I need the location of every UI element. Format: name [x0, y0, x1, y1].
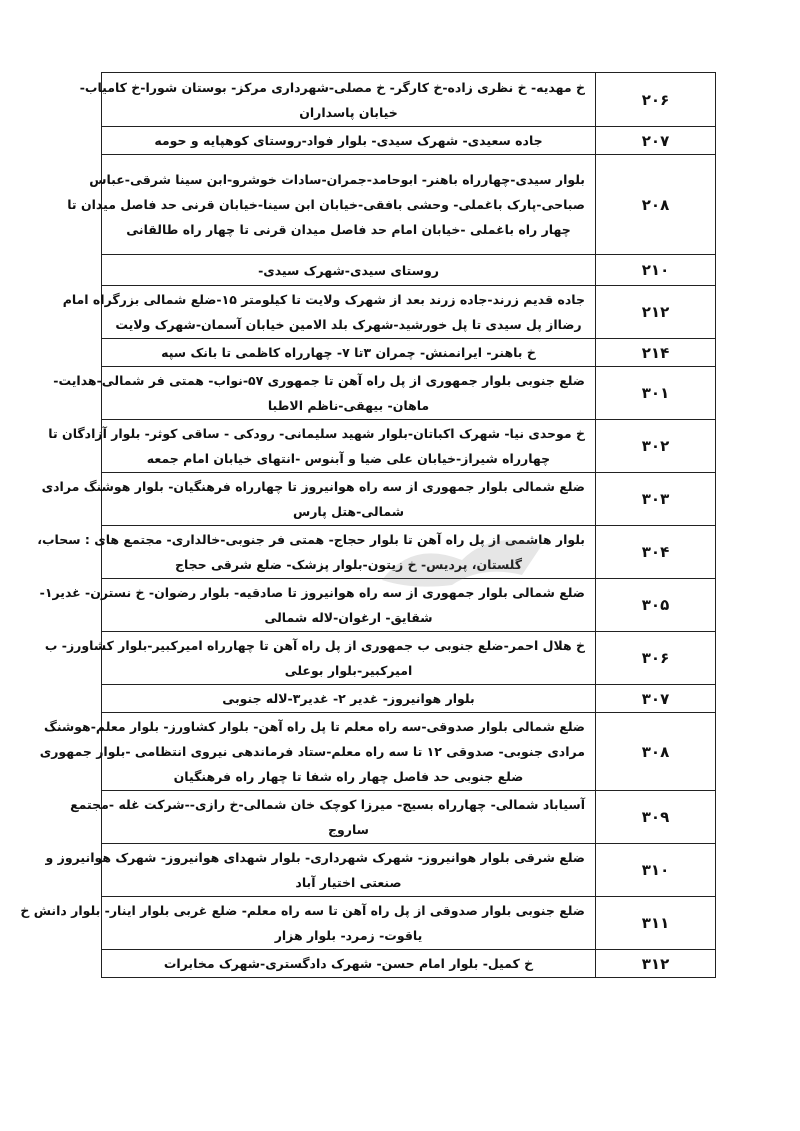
route-description-cell [62, 286, 596, 339]
route-description-cell [70, 791, 596, 844]
route-description-line: ضلع جنوبی حد فاصل چهار راه شفا تا چهار راه فرهنگیان [173, 769, 524, 784]
route-description-line: ضلع شرقی بلوار هوانیروز- شهرک شهرداری- بلوار شهدای هوانیروز- شهرک هوانیروز و [45, 850, 585, 865]
route-description-line: صباحی-پارک باغملی- وحشی بافقی-خیابان ابن سینا-خیابان قرنی حد فاصل میدان تا [67, 197, 585, 212]
route-description-line: جاده سعیدی- شهرک سیدی- بلوار فواد-روستای کوهپایه و حومه [154, 133, 543, 148]
route-description-cell [102, 339, 596, 367]
route-description-line: گلستان، پردیس- خ زیتون-بلوار پزشک- ضلع شرقی حجاج [174, 557, 523, 572]
route-description-line: روستای سیدی-شهرک سیدی- [258, 262, 439, 278]
route-number-cell: ۲۱۴ [596, 339, 716, 367]
table-row [102, 791, 716, 844]
route-description-line: ساروج [328, 822, 369, 837]
route-description-line: چهارراه شیراز-خیابان علی ضیا و آبنوس -انتهای خیابان امام جمعه [146, 451, 551, 466]
route-number-cell: ۳۰۲ [596, 420, 716, 473]
route-description-line: خیابان پاسداران [299, 104, 398, 120]
route-number-cell: ۳۰۹ [596, 791, 716, 844]
table-row [102, 367, 716, 420]
route-description-line: مرادی جنوبی- صدوقی ۱۲ تا سه راه معلم-ستاد فرماندهی نیروی انتظامی -بلوار جمهوری [39, 744, 585, 759]
table-row [102, 255, 716, 286]
table-row [102, 897, 716, 950]
route-description-cell [79, 73, 596, 127]
route-description-line: صنعتی اختیار آباد [295, 875, 402, 890]
route-description-cell [45, 844, 596, 897]
table-row [102, 844, 716, 897]
watermark-logo [372, 520, 557, 605]
route-description-line: خ موحدی نیا- شهرک اکباتان-بلوار شهید سلیمانی- رودکی - ساقی کوثر- بلوار آزادگان تا [48, 426, 585, 441]
route-description-line: ضلع شمالی بلوار صدوقی-سه راه معلم تا پل راه آهن- بلوار کشاورز- بلوار معلم-هوشنگ [44, 719, 585, 734]
route-description-cell [102, 127, 596, 155]
table-row [102, 339, 716, 367]
table-row [102, 127, 716, 155]
route-number-cell: ۲۱۲ [596, 286, 716, 339]
route-description-line: یاقوت- زمرد- بلوار هزار [274, 928, 423, 943]
route-number-cell: ۳۱۲ [596, 950, 716, 978]
route-description-cell [102, 255, 596, 286]
table-row [102, 420, 716, 473]
route-description-cell [102, 685, 596, 713]
route-description-line: ضلع شمالی بلوار جمهوری از سه راه هوانیروز تا چهارراه فرهنگیان- بلوار هوشنگ مرادی [41, 479, 585, 494]
route-number-cell: ۳۱۱ [596, 897, 716, 950]
route-description-line: ماهان- بیهقی-ناظم الاطبا [267, 398, 430, 413]
route-description-cell [20, 897, 596, 950]
route-description-line: ضلع شمالی بلوار جمهوری از سه راه هوانیروز تا صادقیه- بلوار رضوان- خ نسترن- غدیر۱- [39, 585, 585, 600]
table-row [102, 286, 716, 339]
route-description-cell [48, 420, 596, 473]
route-number-cell: ۲۰۷ [596, 127, 716, 155]
route-number-cell: ۳۰۶ [596, 632, 716, 685]
route-description-line: بلوار سیدی-چهارراه باهنر- ابوحامد-جمران-سادات خوشرو-ابن سینا شرقی-عباس [89, 172, 585, 187]
route-description-cell [102, 950, 596, 978]
table-row [102, 685, 716, 713]
route-number-cell: ۲۰۸ [596, 155, 716, 255]
route-description-line: خ مهدیه- خ نظری زاده-خ کارگر- خ مصلی-شهرداری مرکز- بوستان شورا-خ کامیاب- [79, 79, 585, 95]
route-description-line: امیرکبیر-بلوار بوعلی [284, 663, 413, 678]
route-number-cell: ۳۰۴ [596, 526, 716, 579]
table-row [102, 632, 716, 685]
route-description-line: خ باهنر- ایرانمنش- چمران ۳تا ۷- چهارراه کاظمی تا بانک سپه [161, 345, 536, 360]
table-row [102, 73, 716, 127]
route-description-line: خ هلال احمر-ضلع جنوبی ب جمهوری از پل راه آهن تا چهارراه امیرکبیر-بلوار کشاورز- ب [44, 638, 585, 653]
route-number-cell: ۳۰۵ [596, 579, 716, 632]
route-description-line: بلوار هوانیروز- غدیر ۲- غدیر۳-لاله جنوبی [222, 691, 475, 706]
route-number-cell: ۳۱۰ [596, 844, 716, 897]
route-description-line: جاده قدیم زرند-جاده زرند بعد از شهرک ولایت تا کیلومتر ۱۵-ضلع شمالی بزرگراه امام [62, 292, 585, 307]
route-description-line: شقایق- ارغوان-لاله شمالی [264, 610, 433, 625]
route-description-line: رضااز پل سیدی تا پل خورشید-شهرک بلد الامین خیابان آسمان-شهرک ولایت [115, 317, 582, 332]
route-description-line: بلوار هاشمی از پل راه آهن تا بلوار حجاج- همتی فر جنوبی-خالداری- مجتمع های : سحاب، [37, 532, 585, 547]
route-description-cell [44, 632, 596, 685]
route-description-line: چهار راه باغملی -خیابان امام حد فاصل میدان قرنی تا چهار راه طالقانی [126, 222, 571, 237]
route-number-cell: ۳۰۸ [596, 713, 716, 791]
route-number-cell: ۲۱۰ [596, 255, 716, 286]
route-description-line: آسیاباد شمالی- چهارراه بسیج- میرزا کوچک خان شمالی-خ رازی--شرکت غله -مجتمع [70, 797, 585, 812]
table-row [102, 950, 716, 978]
route-number-cell: ۳۰۳ [596, 473, 716, 526]
table-row [102, 473, 716, 526]
route-description-line: ضلع جنوبی بلوار صدوقی از پل راه آهن تا سه راه معلم- ضلع غربی بلوار اینار- بلوار دانش خ [20, 903, 585, 918]
route-description-line: ضلع جنوبی بلوار جمهوری از پل راه آهن تا جمهوری ۵۷-نواب- همتی فر شمالی-هدایت- [53, 373, 585, 388]
route-description-cell [39, 713, 596, 791]
route-number-cell: ۳۰۱ [596, 367, 716, 420]
route-description-line: شمالی-هتل پارس [292, 504, 404, 519]
route-description-cell [53, 367, 596, 420]
route-number-cell: ۲۰۶ [596, 73, 716, 127]
route-number-cell: ۳۰۷ [596, 685, 716, 713]
table-row [102, 155, 716, 255]
route-description-cell [41, 473, 596, 526]
table-row [102, 713, 716, 791]
route-description-line: خ کمیل- بلوار امام حسن- شهرک دادگستری-شهرک مخابرات [163, 956, 534, 971]
route-description-cell [67, 155, 596, 255]
